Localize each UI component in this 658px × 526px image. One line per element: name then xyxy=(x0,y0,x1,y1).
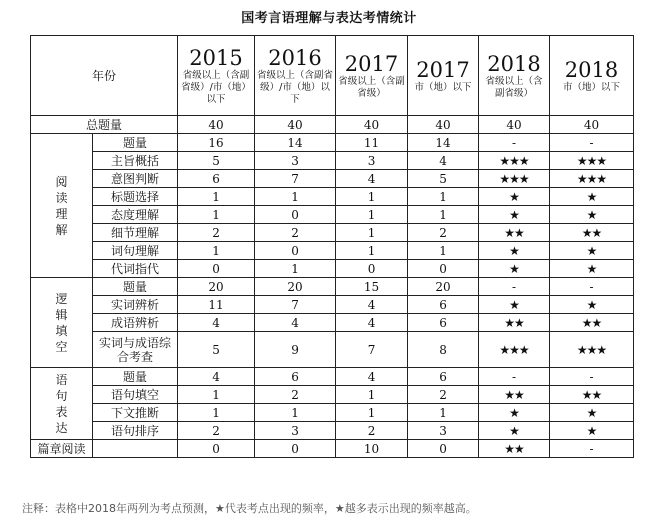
value-cell: 4 xyxy=(255,314,336,332)
value-cell: 40 xyxy=(255,116,336,134)
value-cell: 3 xyxy=(255,422,336,440)
table-row xyxy=(31,386,634,404)
value-cell: ★ xyxy=(550,260,634,278)
value-cell: ★★ xyxy=(550,314,634,332)
row-label-full: 篇章阅读 xyxy=(31,440,93,458)
row-label: 主旨概括 xyxy=(93,152,178,170)
value-cell: 14 xyxy=(408,134,479,152)
value-cell: ★ xyxy=(550,188,634,206)
table-row xyxy=(31,134,634,152)
value-cell: 2 xyxy=(408,224,479,242)
value-cell: 1 xyxy=(336,224,408,242)
value-cell: ★ xyxy=(550,206,634,224)
row-label: 代词指代 xyxy=(93,260,178,278)
value-cell: ★ xyxy=(479,422,550,440)
value-cell: 2 xyxy=(336,422,408,440)
table-row xyxy=(31,152,634,170)
value-cell: 1 xyxy=(178,206,255,224)
value-cell: ★★ xyxy=(550,386,634,404)
row-label: 语句填空 xyxy=(93,386,178,404)
value-cell: 1 xyxy=(178,242,255,260)
year-column-header xyxy=(408,36,479,116)
year-subtitle: 省级以上（含副省级）/市（地）以下 xyxy=(181,69,251,105)
value-cell: 15 xyxy=(336,278,408,296)
value-cell: 1 xyxy=(255,404,336,422)
value-cell: ★ xyxy=(479,404,550,422)
value-cell: 1 xyxy=(255,188,336,206)
value-cell: ★ xyxy=(479,260,550,278)
value-cell: ★★ xyxy=(479,440,550,458)
value-cell: ★★★ xyxy=(479,170,550,188)
value-cell: 1 xyxy=(408,206,479,224)
value-cell: ★ xyxy=(479,206,550,224)
value-cell: 0 xyxy=(178,260,255,278)
table-row xyxy=(31,170,634,188)
value-cell: 4 xyxy=(178,314,255,332)
year-label: 2018 xyxy=(487,51,541,76)
value-cell: 6 xyxy=(408,368,479,386)
row-label: 实词与成语综合考查 xyxy=(93,332,178,368)
value-cell: - xyxy=(550,278,634,296)
value-cell: ★★★ xyxy=(550,152,634,170)
row-label: 意图判断 xyxy=(93,170,178,188)
footnote: 注释：表格中2018年两列为考点预测，★代表考点出现的频率，★越多表示出现的频率越高。 xyxy=(22,502,477,515)
value-cell: 2 xyxy=(178,224,255,242)
exam-statistics-table xyxy=(30,35,634,458)
table-row xyxy=(31,404,634,422)
value-cell: 6 xyxy=(408,314,479,332)
row-label: 题量 xyxy=(93,278,178,296)
value-cell: 6 xyxy=(255,368,336,386)
value-cell: 40 xyxy=(479,116,550,134)
value-cell: 16 xyxy=(178,134,255,152)
value-cell: 5 xyxy=(408,170,479,188)
value-cell: 20 xyxy=(255,278,336,296)
value-cell: 2 xyxy=(178,422,255,440)
table-row xyxy=(31,332,634,368)
year-column-header xyxy=(255,36,336,116)
row-label: 态度理解 xyxy=(93,206,178,224)
value-cell: ★★★ xyxy=(550,170,634,188)
value-cell: - xyxy=(479,368,550,386)
year-label: 2017 xyxy=(344,51,399,76)
table-row xyxy=(31,224,634,242)
year-subtitle: 省级以上（含副省级） xyxy=(485,75,543,99)
value-cell: 20 xyxy=(408,278,479,296)
value-cell: 11 xyxy=(178,296,255,314)
value-cell: 7 xyxy=(336,332,408,368)
value-cell: 2 xyxy=(255,224,336,242)
row-label: 成语辨析 xyxy=(93,314,178,332)
empty-cell xyxy=(93,440,178,458)
table-row xyxy=(31,260,634,278)
value-cell: 7 xyxy=(255,170,336,188)
category-cell xyxy=(31,134,93,278)
value-cell: ★★ xyxy=(479,314,550,332)
value-cell: 5 xyxy=(178,152,255,170)
value-cell: 9 xyxy=(255,332,336,368)
value-cell: 1 xyxy=(408,188,479,206)
value-cell: ★★ xyxy=(479,386,550,404)
value-cell: - xyxy=(550,440,634,458)
year-subtitle: 省级以上（含副省级） xyxy=(338,75,405,99)
value-cell: 11 xyxy=(336,134,408,152)
row-label: 词句理解 xyxy=(93,242,178,260)
table-row xyxy=(31,368,634,386)
value-cell: ★★★ xyxy=(550,332,634,368)
year-subtitle: 市（地）以下 xyxy=(414,81,472,93)
value-cell: - xyxy=(550,368,634,386)
value-cell: 0 xyxy=(255,242,336,260)
table-row xyxy=(31,314,634,332)
value-cell: ★ xyxy=(479,296,550,314)
value-cell: 40 xyxy=(178,116,255,134)
value-cell: ★ xyxy=(479,188,550,206)
year-subtitle: 市（地）以下 xyxy=(563,81,621,93)
category-cell xyxy=(31,368,93,440)
value-cell: 3 xyxy=(408,422,479,440)
value-cell: 0 xyxy=(408,260,479,278)
value-cell: 6 xyxy=(178,170,255,188)
value-cell: ★ xyxy=(550,404,634,422)
value-cell: 14 xyxy=(255,134,336,152)
value-cell: 4 xyxy=(336,296,408,314)
row-label: 下文推断 xyxy=(93,404,178,422)
value-cell: 20 xyxy=(178,278,255,296)
value-cell: 1 xyxy=(178,386,255,404)
value-cell: 1 xyxy=(336,188,408,206)
value-cell: ★★★ xyxy=(479,332,550,368)
value-cell: 10 xyxy=(336,440,408,458)
year-header-corner: 年份 xyxy=(31,36,178,116)
value-cell: 3 xyxy=(255,152,336,170)
value-cell: 40 xyxy=(408,116,479,134)
value-cell: 4 xyxy=(178,368,255,386)
value-cell: - xyxy=(550,134,634,152)
year-column-header xyxy=(336,36,408,116)
year-column-header xyxy=(479,36,550,116)
value-cell: 1 xyxy=(178,404,255,422)
table-row xyxy=(31,206,634,224)
category-label: 语句表达 xyxy=(55,372,68,435)
value-cell: 1 xyxy=(408,242,479,260)
row-label: 标题选择 xyxy=(93,188,178,206)
table-row xyxy=(31,278,634,296)
year-label: 2017 xyxy=(416,57,470,82)
year-column-header xyxy=(178,36,255,116)
value-cell: 5 xyxy=(178,332,255,368)
value-cell: 2 xyxy=(408,386,479,404)
row-label: 细节理解 xyxy=(93,224,178,242)
value-cell: 1 xyxy=(336,386,408,404)
value-cell: ★ xyxy=(550,296,634,314)
value-cell: 0 xyxy=(178,440,255,458)
category-cell xyxy=(31,278,93,368)
table-row xyxy=(31,422,634,440)
value-cell: 4 xyxy=(408,152,479,170)
value-cell: ★★★ xyxy=(479,152,550,170)
value-cell: ★ xyxy=(479,242,550,260)
value-cell: 1 xyxy=(178,188,255,206)
year-label: 2016 xyxy=(268,45,322,70)
page-title: 国考言语理解与表达考情统计 xyxy=(241,11,417,26)
row-label: 题量 xyxy=(93,134,178,152)
value-cell: - xyxy=(479,134,550,152)
value-cell: 0 xyxy=(255,440,336,458)
value-cell: ★★ xyxy=(479,224,550,242)
value-cell: - xyxy=(479,278,550,296)
year-subtitle: 省级以上（含副省级）/市（地）以下 xyxy=(257,69,334,105)
value-cell: 0 xyxy=(255,206,336,224)
value-cell: 1 xyxy=(336,206,408,224)
category-label: 阅读理解 xyxy=(55,174,68,237)
row-label: 题量 xyxy=(93,368,178,386)
value-cell: 3 xyxy=(336,152,408,170)
value-cell: 0 xyxy=(408,440,479,458)
value-cell: 4 xyxy=(336,314,408,332)
table-row xyxy=(31,242,634,260)
value-cell: 8 xyxy=(408,332,479,368)
value-cell: 1 xyxy=(408,404,479,422)
year-label: 2015 xyxy=(189,45,243,70)
year-label: 2018 xyxy=(564,57,619,82)
table-row xyxy=(31,188,634,206)
value-cell: 1 xyxy=(336,242,408,260)
row-label: 语句排序 xyxy=(93,422,178,440)
value-cell: 0 xyxy=(336,260,408,278)
year-column-header xyxy=(550,36,634,116)
total-label: 总题量 xyxy=(31,116,178,134)
value-cell: 1 xyxy=(336,404,408,422)
category-label: 逻辑填空 xyxy=(55,291,68,354)
value-cell: 40 xyxy=(550,116,634,134)
value-cell: 2 xyxy=(255,386,336,404)
value-cell: 6 xyxy=(408,296,479,314)
table-row xyxy=(31,296,634,314)
value-cell: 1 xyxy=(255,260,336,278)
value-cell: ★ xyxy=(550,422,634,440)
row-label: 实词辨析 xyxy=(93,296,178,314)
value-cell: ★★ xyxy=(550,224,634,242)
value-cell: 4 xyxy=(336,368,408,386)
value-cell: 4 xyxy=(336,170,408,188)
value-cell: 7 xyxy=(255,296,336,314)
value-cell: ★ xyxy=(550,242,634,260)
value-cell: 40 xyxy=(336,116,408,134)
